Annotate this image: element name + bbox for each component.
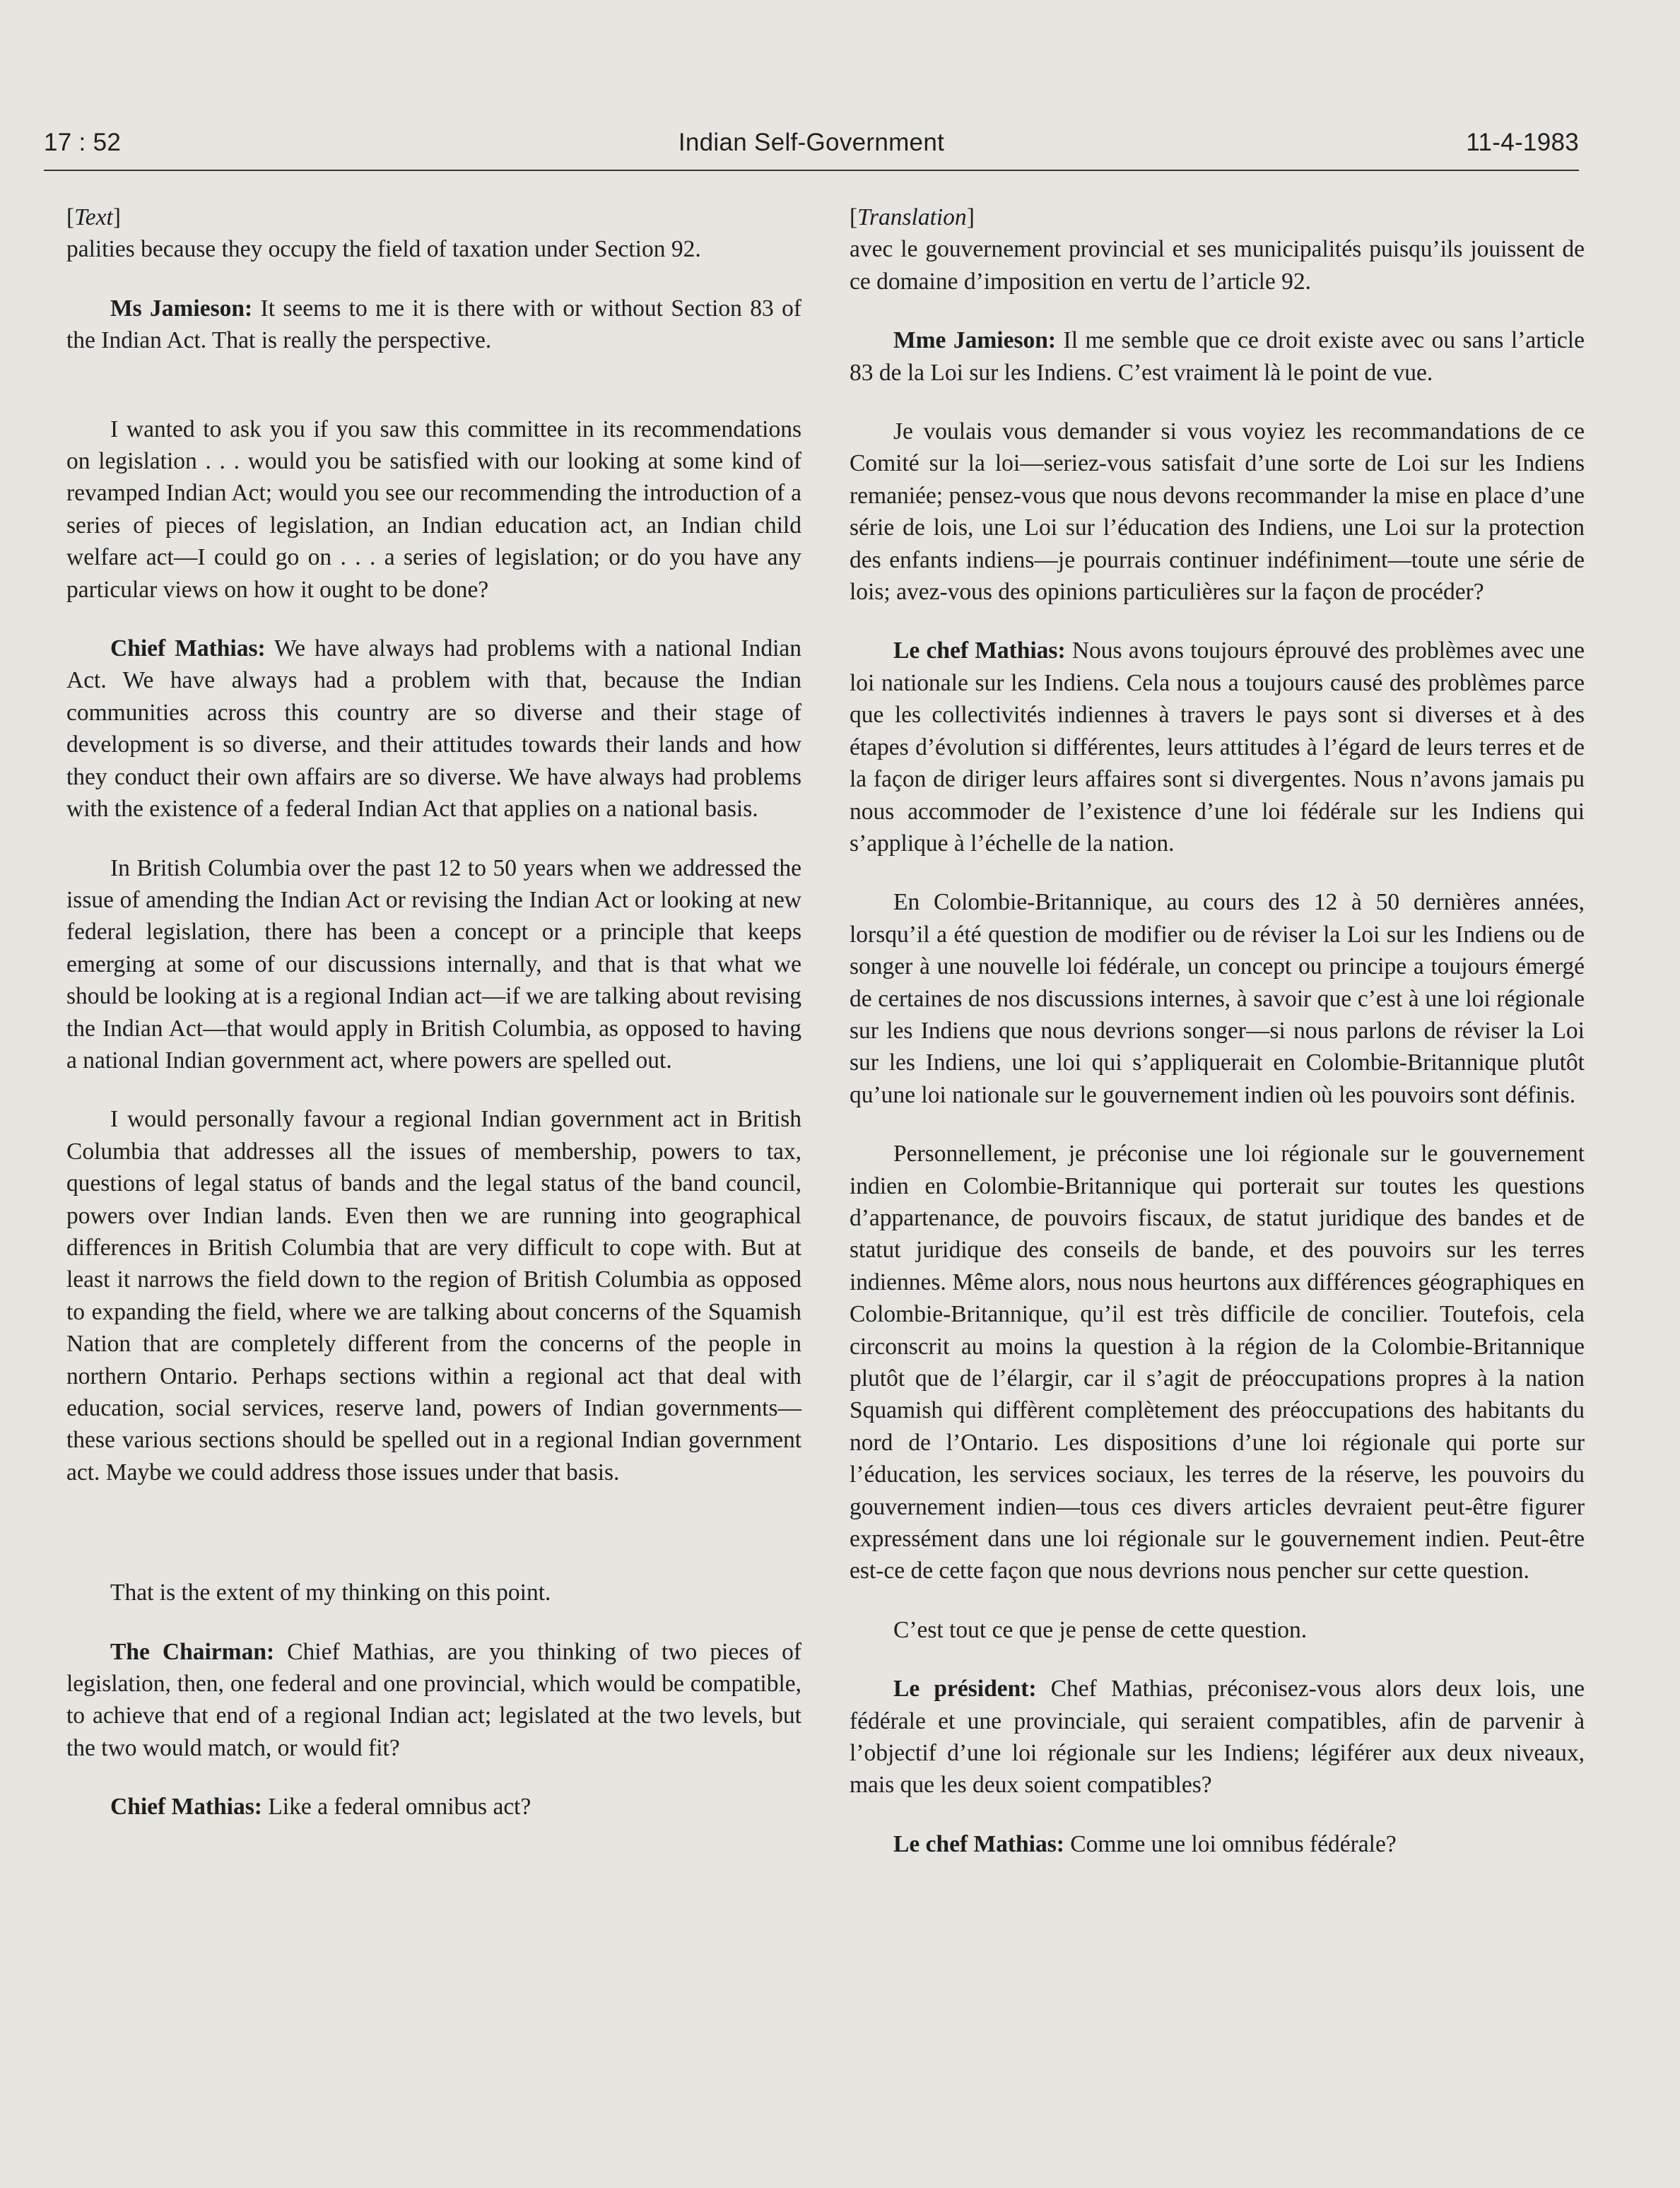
- page-header: [44, 126, 1579, 171]
- paragraph: En Colombie-Britannique, au cours des 12 à 50 dernières années, lorsqu’il a été question de modifier ou de réviser la Loi sur les Indiens ou de songer à une nouvelle loi fédérale, un concept ou principe a toujours émergé de certaines de nos discussions internes, à savoir que c’est à une loi régionale sur les Indiens que nous devrions songer—si nous parlons de réviser la Loi sur les Indiens, une loi qui s’appliquerait en Colombie-Britannique plutôt qu’une loi nationale sur le gouvernement indien où les pouvoirs sont définis.: [850, 889, 1585, 1108]
- paragraph: I would personally favour a regional Indian government act in British Columbia that addresses all the issues of membership, powers to tax, questions of legal status of bands and the legal status of the band council, powers over Indian lands. Even then we are running into geographical differences in British Columbia that are very difficult to cope with. But at least it narrows the field down to the region of British Columbia as opposed to expanding the field, where we are talking about concerns of the Squamish Nation that are completely different from the concerns of the people in northern Ontario. Perhaps sections within a regional act that deal with education, social services, reserve land, powers of Indian governments—these various sections should be spelled out in a regional Indian government act. Maybe we could address those issues under that basis.: [66, 1106, 801, 1486]
- speech-text: It seems to me it is there with or without Section 83 of the Indian Act. That is really the perspective.: [66, 295, 801, 354]
- paragraph: Je voulais vous demander si vous voyiez les recommandations de ce Comité sur la loi—seriez-vous satisfait d’une sorte de Loi sur les Indiens remaniée; pensez-vous que nous devons recommander la mise en place d’une série de lois, une Loi sur l’éducation des Indiens, une Loi sur la protection des enfants indiens—je pourrais continuer indéfiniment—toute une série de lois; avez-vous des opinions particulières sur la façon de procéder?: [850, 418, 1585, 606]
- paragraph: palities because they occupy the field of taxation under Section 92.: [66, 236, 701, 263]
- section-label-text: Translation: [857, 204, 967, 230]
- speech-text: We have always had problems with a national Indian Act. We have always had a problem with that, because the Indian communities across this country are so diverse and their stage of development is so diverse, and their attitudes towards their lands and how they conduct their own affairs are so diverse. We have always had problems with the existence of a federal Indian Act that applies on a national basis.: [66, 635, 801, 823]
- paragraph: Personnellement, je préconise une loi régionale sur le gouvernement indien en Colombie-Britannique qui porterait sur toutes les questions d’appartenance, de pouvoirs fiscaux, de statut juridique des bandes et de statut juridique des conseils de bande, et des pouvoirs sur les terres indiennes. Même alors, nous nous heurtons aux différences géographiques en Colombie-Britannique, qu’il est très difficile de concilier. Toutefois, cela circonscrit au moins la question à la région de la Colombie-Britannique plutôt que de l’élargir, car il s’agit de préoccupations propres à la nation Squamish qui diffèrent complètement des préoccupations des habitants du nord de l’Ontario. Les dispositions d’une loi régionale qui porte sur l’éducation, les services sociaux, les terres de la réserve, les pouvoirs du gouvernement indien—tous ces divers articles devraient peut-être figurer expressément dans une loi régionale sur le gouvernement indien. Peut-être est-ce de cette façon que nous devrions nous pencher sur cette question.: [850, 1141, 1585, 1584]
- speaker-name: Ms Jamieson:: [110, 295, 253, 322]
- speaker-name: Le président:: [893, 1676, 1037, 1702]
- paragraph: C’est tout ce que je pense de cette question.: [893, 1616, 1308, 1643]
- speaker-name: Mme Jamieson:: [893, 327, 1057, 354]
- french-column: [850, 201, 1585, 1887]
- speech-text: Comme une loi omnibus fédérale?: [1064, 1830, 1397, 1857]
- paragraph: [850, 1673, 1585, 1801]
- page-date: 11-4-1983: [1466, 129, 1579, 156]
- paragraph: [66, 293, 801, 357]
- paragraph: [66, 633, 801, 825]
- paragraph: In British Columbia over the past 12 to 50 years when we addressed the issue of amending the Indian Act or revising the Indian Act or looking at new federal legislation, there has been a concept or a principle that keeps emerging at some of our discussions internally, and that is that what we should be looking at is a regional Indian act—if we are talking about revising the Indian Act—that would apply in British Columbia, as opposed to having a national Indian government act, where powers are spelled out.: [66, 854, 801, 1074]
- running-title: Indian Self-Government: [678, 129, 945, 156]
- speech-text: Il me semble que ce droit existe avec ou sans l’article 83 de la Loi sur les Indiens. C’est vraiment là le point de vue.: [850, 327, 1585, 386]
- speaker-name: Chief Mathias:: [110, 1794, 262, 1821]
- section-label: [Translation]: [850, 204, 975, 230]
- paragraph: That is the extent of my thinking on this point.: [110, 1580, 551, 1606]
- speaker-name: Chief Mathias:: [110, 635, 266, 662]
- paragraph: [850, 324, 1585, 389]
- page-number: 17 : 52: [44, 129, 122, 156]
- speaker-name: The Chairman:: [110, 1638, 275, 1665]
- speaker-name: Le chef Mathias:: [893, 637, 1066, 664]
- speech-text: Nous avons toujours éprouvé des problèmes avec une loi nationale sur les Indiens. Cela nous a toujours causé des problèmes parce que les collectivités indiennes à travers le pays sont si diverses et à des étapes d’évolution si différentes, leurs attitudes à l’égard de leurs terres et de la façon de diriger leurs affaires sont si divergentes. Nous n’avons jamais pu nous accommoder de l’existence d’une loi fédérale sur les Indiens qui s’applique à l’échelle de la nation.: [850, 637, 1585, 857]
- speaker-name: Le chef Mathias:: [893, 1830, 1064, 1857]
- speech-text: Chef Mathias, préconisez-vous alors deux lois, une fédérale et une provinciale, qui seraient compatibles, afin de parvenir à l’objectif d’une loi régionale sur les Indiens; légiférer aux deux niveaux, mais que les deux soient compatibles?: [850, 1676, 1585, 1799]
- section-label-text: Text: [74, 204, 113, 230]
- english-column: [66, 201, 801, 1850]
- paragraph: [850, 635, 1585, 859]
- paragraph: [66, 1791, 801, 1823]
- speech-text: Like a federal omnibus act?: [262, 1794, 531, 1821]
- paragraph: [850, 1828, 1585, 1860]
- paragraph: I wanted to ask you if you saw this committee in its recommendations on legislation . . . would you be satisfied with our looking at some kind of revamped Indian Act; would you see our recommending the introduction of a series of pieces of legislation, an Indian education act, an Indian child welfare act—I could go on . . . a series of legislation; or do you have any particular views on how it ought to be done?: [66, 416, 801, 603]
- section-label: [Text]: [66, 204, 121, 230]
- speech-text: Chief Mathias, are you thinking of two pieces of legislation, then, one federal and one provincial, which would be compatible, to achieve that end of a regional Indian act; legislated at the two levels, but the two would match, or would fit?: [66, 1638, 801, 1761]
- paragraph: avec le gouvernement provincial et ses municipalités puisqu’ils jouissent de ce domaine d’imposition en vertu de l’article 92.: [850, 236, 1585, 295]
- paragraph: [66, 1636, 801, 1765]
